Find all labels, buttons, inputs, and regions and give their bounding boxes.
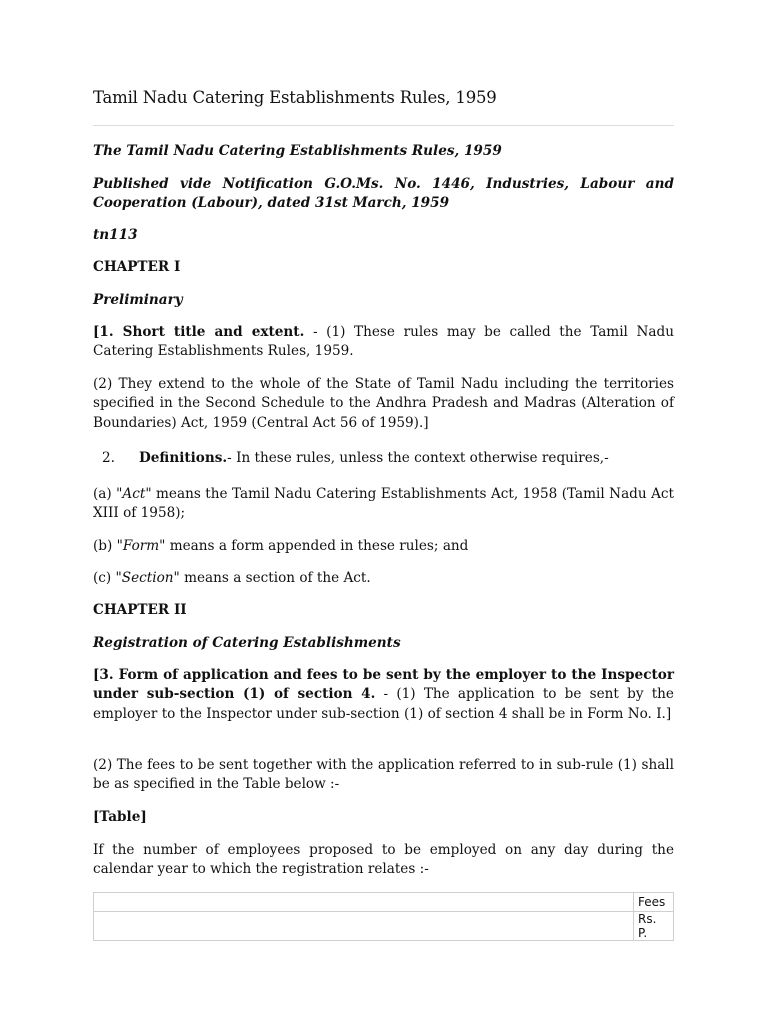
definition-c-term: "Section" — [115, 570, 180, 586]
definition-a-label: (a) — [93, 486, 117, 502]
rule-1-text: - (1) These rules may be called the Tamil Nadu Catering Establishments Rules, 1959. — [93, 324, 674, 360]
chapter-1-heading: CHAPTER I — [93, 259, 181, 275]
definition-a-term: "Act" — [116, 486, 152, 502]
table-label: [Table] — [93, 809, 147, 825]
chapter-2-subheading: Registration of Catering Establishments — [93, 635, 401, 651]
table-row — [94, 893, 674, 912]
definition-b-term: "Form" — [116, 538, 166, 554]
rule-2-heading: Definitions. — [139, 450, 228, 466]
rule-2-paragraph — [93, 449, 674, 468]
definition-b-text: means a form appended in these rules; and — [165, 538, 469, 554]
rule-2-text: - In these rules, unless the context otherwise requires,- — [227, 450, 609, 466]
document-code: tn113 — [93, 227, 138, 243]
table-row — [94, 912, 674, 941]
definition-c — [93, 569, 674, 588]
rule-3-text: - (1) The application to be sent by the employer to the Inspector under sub-section (1) of section 4 shall be in Form No. I.] — [93, 686, 674, 722]
rule-1-paragraph — [93, 323, 674, 362]
rule-3-heading: [3. Form of application and fees to be sent by the employer to the Inspector under sub-section (1) of section 4. — [93, 667, 674, 703]
definition-b-label: (b) — [93, 538, 117, 554]
table-cell — [94, 912, 634, 941]
rule-1-subrule-2: (2) They extend to the whole of the State of Tamil Nadu including the territories specified in the Second Schedule to the Andhra Pradesh and Madras (Alteration of Boundaries) Act, 1959 (Central Act 56 of 1959).] — [93, 376, 674, 431]
rule-1-heading: [1. Short title and extent. — [93, 324, 305, 340]
rules-short-title: The Tamil Nadu Catering Establishments Rules, 1959 — [93, 143, 502, 159]
definition-c-text: means a section of the Act. — [179, 570, 371, 586]
chapter-1-subheading: Preliminary — [93, 292, 183, 308]
definition-b — [93, 537, 674, 556]
definition-a — [93, 485, 674, 524]
rule-2-number: 2. — [102, 450, 115, 466]
table-cell — [94, 893, 634, 912]
rule-3-paragraph — [93, 666, 674, 724]
fees-header-cell: Fees — [634, 893, 674, 912]
rule-3-subrule-2: (2) The fees to be sent together with the application referred to in sub-rule (1) shall be as specified in the Table below :- — [93, 757, 674, 793]
definition-a-text: means the Tamil Nadu Catering Establishments Act, 1958 (Tamil Nadu Act XIII of 1958); — [93, 486, 674, 522]
document-title: Tamil Nadu Catering Establishments Rules, 1959 — [93, 88, 497, 107]
fee-table — [93, 892, 674, 941]
title-divider — [93, 125, 674, 126]
currency-unit-cell: Rs. P. — [634, 912, 674, 941]
chapter-2-heading: CHAPTER II — [93, 602, 187, 618]
definition-c-label: (c) — [93, 570, 116, 586]
table-intro: If the number of employees proposed to be employed on any day during the calendar year to which the registration relates :- — [93, 842, 674, 878]
notification-text: Published vide Notification G.O.Ms. No. 1446, Industries, Labour and Cooperation (Labour), dated 31st March, 1959 — [93, 176, 674, 212]
